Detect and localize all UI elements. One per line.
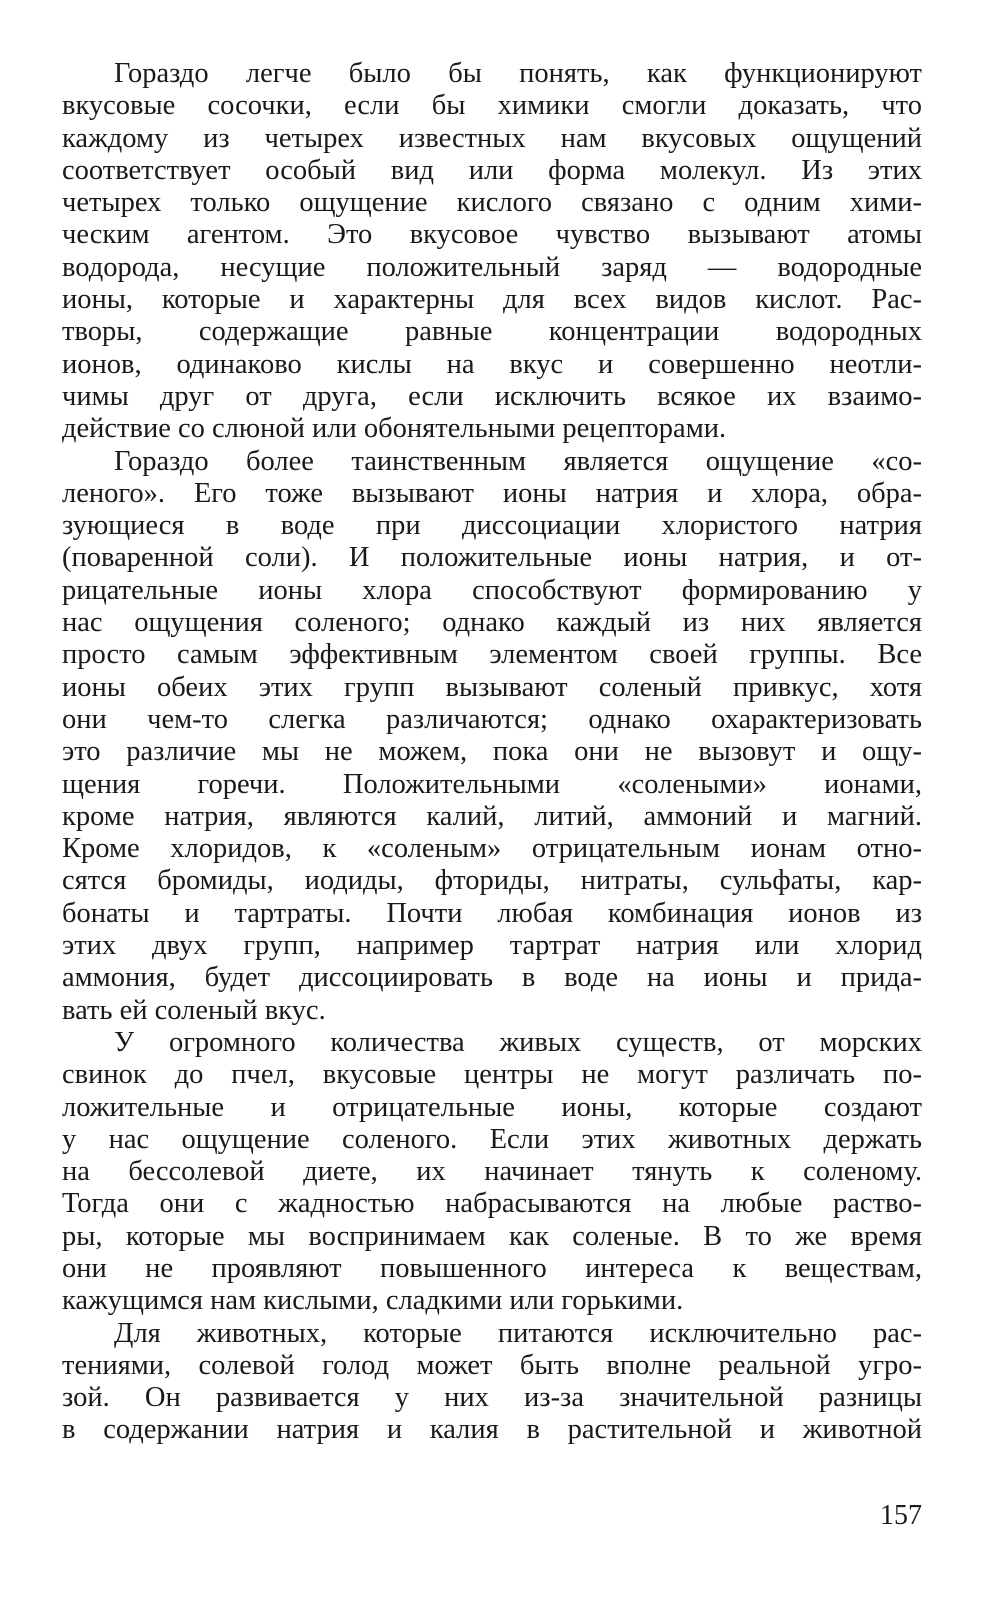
page-text xyxy=(62,58,922,1447)
text-line: просто самым эффективным элементом своей группы. Все xyxy=(62,639,922,671)
paragraph-3 xyxy=(62,1027,922,1318)
text-line: ионы обеих этих групп вызывают соленый привкус, хотя xyxy=(62,671,922,703)
text-line: ложительные и отрицательные ионы, которые создают xyxy=(62,1091,922,1123)
text-line: в содержании натрия и калия в растительной и животной xyxy=(62,1414,922,1446)
text-line: щения горечи. Положительными «солеными» ионами, xyxy=(62,768,922,800)
text-line: свинок до пчел, вкусовые центры не могут различать по- xyxy=(62,1059,922,1091)
text-line: у нас ощущение соленого. Если этих животных держать xyxy=(62,1123,922,1155)
text-line: У огромного количества живых существ, от морских xyxy=(114,1026,922,1058)
text-line: ческим агентом. Это вкусовое чувство вызывают атомы xyxy=(62,219,922,251)
text-line: на бессолевой диете, их начинает тянуть к соленому. xyxy=(62,1156,922,1188)
text-line: они чем-то слегка различаются; однако охарактеризовать xyxy=(62,703,922,735)
text-line: тениями, солевой голод может быть вполне реальной угро- xyxy=(62,1349,922,1381)
text-line: кажущимся нам кислыми, сладкими или горькими. xyxy=(62,1285,684,1317)
text-line: зующиеся в воде при диссоциации хлористого натрия xyxy=(62,510,922,542)
text-line: соответствует особый вид или форма молекул. Из этих xyxy=(62,154,922,186)
paragraph-2 xyxy=(62,446,922,1027)
text-line: действие со слюной или обонятельными рецепторами. xyxy=(62,413,727,445)
text-line: бонаты и тартраты. Почти любая комбинация ионов из xyxy=(62,897,922,929)
text-line: чимы друг от друга, если исключить всякое их взаимо- xyxy=(62,380,922,412)
text-line: водорода, несущие положительный заряд — водородные xyxy=(62,251,922,283)
text-line: вкусовые сосочки, если бы химики смогли доказать, что xyxy=(62,90,922,122)
text-line: этих двух групп, например тартрат натрия или хлорид xyxy=(62,930,922,962)
text-line: каждому из четырех известных нам вкусовых ощущений xyxy=(62,122,922,154)
text-line: Гораздо легче было бы понять, как функционируют xyxy=(114,58,922,89)
text-line: четырех только ощущение кислого связано с одним хими- xyxy=(62,187,922,219)
text-line: Для животных, которые питаются исключительно рас- xyxy=(114,1317,922,1349)
page-number: 157 xyxy=(880,1500,922,1531)
paragraph-4 xyxy=(62,1318,922,1447)
text-line: нас ощущения соленого; однако каждый из них является xyxy=(62,607,922,639)
text-line: (поваренной соли). И положительные ионы натрия, и от- xyxy=(62,542,922,574)
text-line: рицательные ионы хлора способствуют формированию у xyxy=(62,574,922,606)
text-line: ионы, которые и характерны для всех видов кислот. Рас- xyxy=(62,284,922,316)
text-line: сятся бромиды, иодиды, фториды, нитраты, сульфаты, кар- xyxy=(62,865,922,897)
text-line: ионов, одинаково кислы на вкус и совершенно неотли- xyxy=(62,348,922,380)
text-line: ры, которые мы воспринимаем как соленые. В то же время xyxy=(62,1220,922,1252)
text-line: вать ей соленый вкус. xyxy=(62,994,326,1026)
text-line: зой. Он развивается у них из-за значительной разницы xyxy=(62,1382,922,1414)
text-line: аммония, будет диссоциировать в воде на ионы и прида- xyxy=(62,962,922,994)
text-line: творы, содержащие равные концентрации водородных xyxy=(62,316,922,348)
paragraph-1 xyxy=(62,58,922,446)
text-line: это различие мы не можем, пока они не вызовут и ощу- xyxy=(62,736,922,768)
text-line: Кроме хлоридов, к «соленым» отрицательным ионам отно- xyxy=(62,833,922,865)
text-line: Тогда они с жадностью набрасываются на любые раство- xyxy=(62,1188,922,1220)
text-line: они не проявляют повышенного интереса к веществам, xyxy=(62,1252,922,1284)
text-line: Гораздо более таинственным является ощущение «со- xyxy=(114,445,922,477)
text-line: леного». Его тоже вызывают ионы натрия и хлора, обра- xyxy=(62,477,922,509)
text-line: кроме натрия, являются калий, литий, аммоний и магний. xyxy=(62,800,922,832)
